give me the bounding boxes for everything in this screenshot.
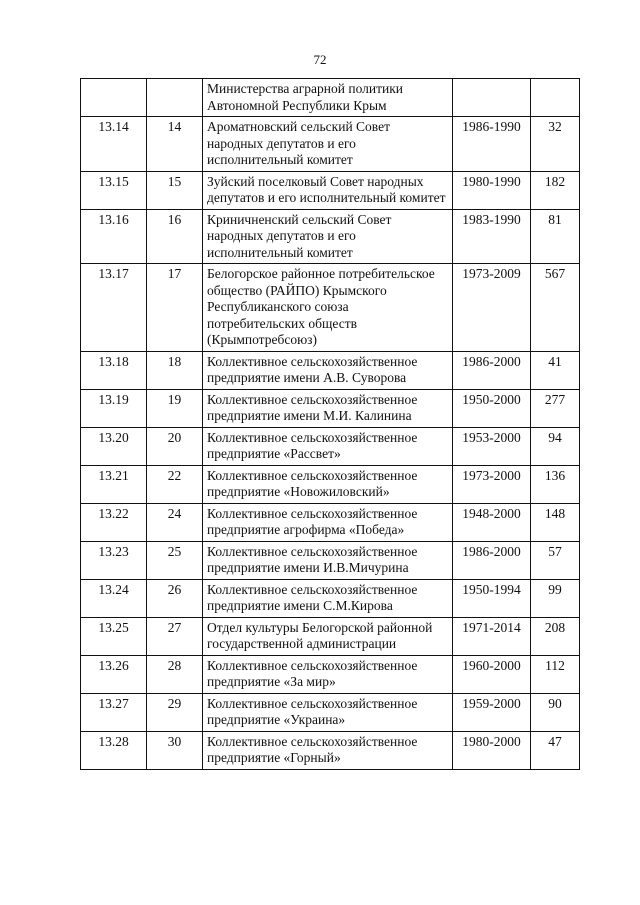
table-row	[81, 465, 580, 503]
item-count-cell: 32	[531, 117, 580, 172]
table-row	[81, 264, 580, 352]
item-count-cell: 47	[531, 731, 580, 769]
date-range-cell: 1950-2000	[453, 389, 531, 427]
fund-number-cell: 24	[147, 503, 203, 541]
fund-number-cell: 16	[147, 209, 203, 264]
date-range-cell: 1959-2000	[453, 693, 531, 731]
fund-name-cell: Коллективное сельскохозяйственное предприятие «Рассвет»	[203, 427, 453, 465]
table-row	[81, 655, 580, 693]
fund-name-cell: Министерства аграрной политики Автономной Республики Крым	[203, 79, 453, 117]
fund-code-cell: 13.27	[81, 693, 147, 731]
item-count-cell: 41	[531, 351, 580, 389]
fund-code-cell: 13.26	[81, 655, 147, 693]
fund-code-cell: 13.28	[81, 731, 147, 769]
page-number: 72	[313, 52, 327, 67]
fund-name-cell: Коллективное сельскохозяйственное предприятие «Украина»	[203, 693, 453, 731]
fund-name-cell: Коллективное сельскохозяйственное предприятие имени С.М.Кирова	[203, 579, 453, 617]
date-range-cell	[453, 79, 531, 117]
item-count-cell: 57	[531, 541, 580, 579]
item-count-cell: 277	[531, 389, 580, 427]
fund-name-cell: Коллективное сельскохозяйственное предприятие «Новожиловский»	[203, 465, 453, 503]
item-count-cell: 148	[531, 503, 580, 541]
fund-number-cell: 25	[147, 541, 203, 579]
item-count-cell: 182	[531, 171, 580, 209]
table-row	[81, 427, 580, 465]
fund-number-cell: 14	[147, 117, 203, 172]
fund-code-cell	[81, 79, 147, 117]
fund-code-cell: 13.25	[81, 617, 147, 655]
table-row	[81, 79, 580, 117]
registry-body	[81, 79, 580, 770]
fund-name-cell: Коллективное сельскохозяйственное предприятие «За мир»	[203, 655, 453, 693]
table-row	[81, 617, 580, 655]
fund-code-cell: 13.22	[81, 503, 147, 541]
date-range-cell: 1948-2000	[453, 503, 531, 541]
date-range-cell: 1973-2009	[453, 264, 531, 352]
date-range-cell: 1960-2000	[453, 655, 531, 693]
table-row	[81, 389, 580, 427]
date-range-cell: 1986-2000	[453, 541, 531, 579]
item-count-cell	[531, 79, 580, 117]
table-row	[81, 209, 580, 264]
table-row	[81, 171, 580, 209]
date-range-cell: 1980-1990	[453, 171, 531, 209]
date-range-cell: 1980-2000	[453, 731, 531, 769]
fund-number-cell: 29	[147, 693, 203, 731]
table-row	[81, 693, 580, 731]
fund-name-cell: Коллективное сельскохозяйственное предприятие «Горный»	[203, 731, 453, 769]
date-range-cell: 1971-2014	[453, 617, 531, 655]
fund-number-cell: 30	[147, 731, 203, 769]
date-range-cell: 1973-2000	[453, 465, 531, 503]
fund-code-cell: 13.15	[81, 171, 147, 209]
fund-name-cell: Белогорское районное потребительское общество (РАЙПО) Крымского Республиканского союза потребительских обществ (Крымпотребсоюз)	[203, 264, 453, 352]
fund-code-cell: 13.17	[81, 264, 147, 352]
item-count-cell: 112	[531, 655, 580, 693]
date-range-cell: 1950-1994	[453, 579, 531, 617]
fund-code-cell: 13.16	[81, 209, 147, 264]
item-count-cell: 81	[531, 209, 580, 264]
table-row	[81, 731, 580, 769]
fund-name-cell: Коллективное сельскохозяйственное предприятие имени А.В. Суворова	[203, 351, 453, 389]
fund-number-cell: 19	[147, 389, 203, 427]
date-range-cell: 1986-2000	[453, 351, 531, 389]
fund-code-cell: 13.18	[81, 351, 147, 389]
fund-code-cell: 13.14	[81, 117, 147, 172]
fund-name-cell: Отдел культуры Белогорской районной государственной администрации	[203, 617, 453, 655]
date-range-cell: 1953-2000	[453, 427, 531, 465]
date-range-cell: 1986-1990	[453, 117, 531, 172]
table-row	[81, 117, 580, 172]
fund-name-cell: Криничненский сельский Совет народных депутатов и его исполнительный комитет	[203, 209, 453, 264]
fund-code-cell: 13.23	[81, 541, 147, 579]
fund-code-cell: 13.24	[81, 579, 147, 617]
item-count-cell: 99	[531, 579, 580, 617]
fund-number-cell: 18	[147, 351, 203, 389]
item-count-cell: 90	[531, 693, 580, 731]
fund-number-cell: 27	[147, 617, 203, 655]
item-count-cell: 208	[531, 617, 580, 655]
fund-name-cell: Зуйский поселковый Совет народных депутатов и его исполнительный комитет	[203, 171, 453, 209]
item-count-cell: 567	[531, 264, 580, 352]
fund-number-cell	[147, 79, 203, 117]
table-row	[81, 579, 580, 617]
fund-name-cell: Коллективное сельскохозяйственное предприятие имени М.И. Калинина	[203, 389, 453, 427]
item-count-cell: 94	[531, 427, 580, 465]
item-count-cell: 136	[531, 465, 580, 503]
fund-number-cell: 20	[147, 427, 203, 465]
fund-name-cell: Коллективное сельскохозяйственное предприятие агрофирма «Победа»	[203, 503, 453, 541]
fund-number-cell: 26	[147, 579, 203, 617]
table-row	[81, 351, 580, 389]
fund-code-cell: 13.19	[81, 389, 147, 427]
fund-registry-table	[80, 78, 580, 770]
table-row	[81, 503, 580, 541]
fund-code-cell: 13.21	[81, 465, 147, 503]
fund-number-cell: 28	[147, 655, 203, 693]
fund-number-cell: 22	[147, 465, 203, 503]
fund-code-cell: 13.20	[81, 427, 147, 465]
table-row	[81, 541, 580, 579]
fund-name-cell: Ароматновский сельский Совет народных депутатов и его исполнительный комитет	[203, 117, 453, 172]
fund-number-cell: 15	[147, 171, 203, 209]
fund-name-cell: Коллективное сельскохозяйственное предприятие имени И.В.Мичурина	[203, 541, 453, 579]
fund-number-cell: 17	[147, 264, 203, 352]
date-range-cell: 1983-1990	[453, 209, 531, 264]
